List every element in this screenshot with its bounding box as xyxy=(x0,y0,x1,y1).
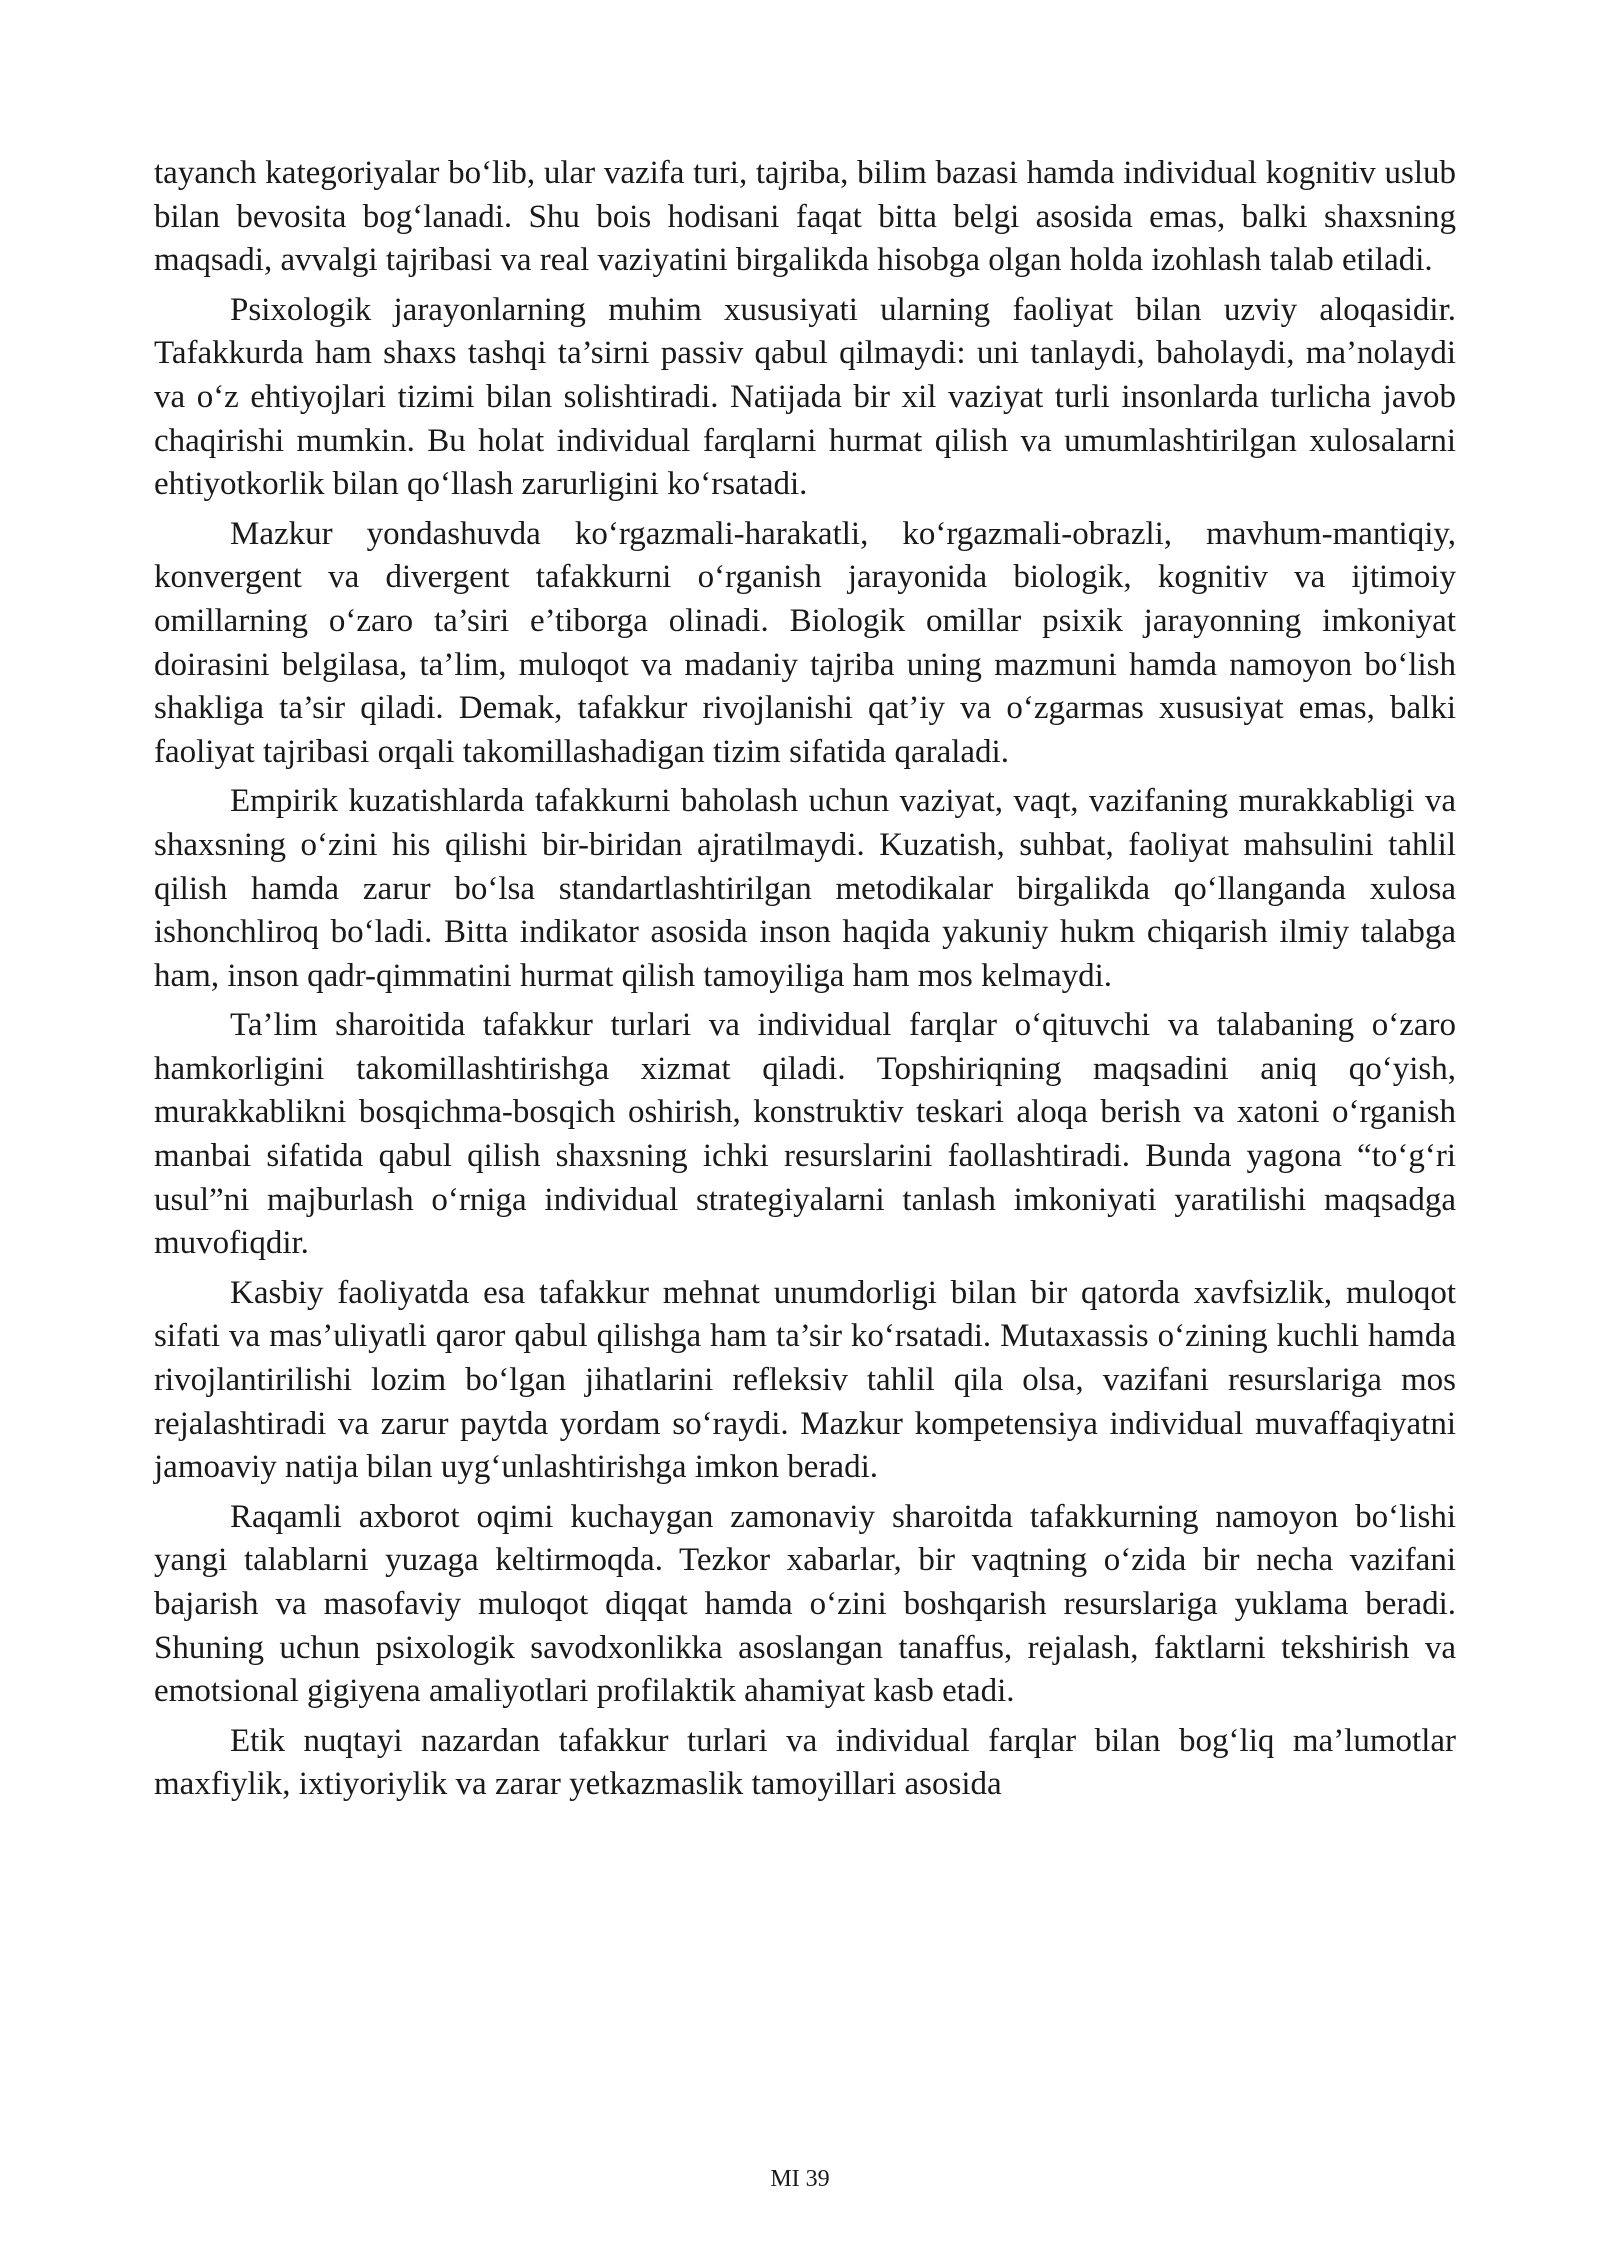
paragraph: Ta’lim sharoitida tafakkur turlari va individual farqlar o‘qituvchi va talabaning o‘zaro hamkorligini takomillashtirishga xizmat qiladi. Topshiriqning maqsadini aniq qo‘yish, murakkablikni bosqichma-bosqich oshirish, konstruktiv teskari aloqa berish va xatoni o‘rganish manbai sifatida qabul qilish shaxsning ichki resurslarini faollashtiradi. Bunda yagona “to‘g‘ri usul”ni majburlash o‘rniga individual strategiyalarni tanlash imkoniyati yaratilishi maqsadga muvofiqdir. xyxy=(154,1007,1456,1262)
paragraph: Empirik kuzatishlarda tafakkurni baholash uchun vaziyat, vaqt, vazifaning murakkabligi va shaxsning o‘zini his qilishi bir-biridan ajratilmaydi. Kuzatish, suhbat, faoliyat mahsulini tahlil qilish hamda zarur bo‘lsa standartlashtirilgan metodikalar birgalikda qo‘llanganda xulosa ishonchliroq bo‘ladi. Bitta indikator asosida inson haqida yakuniy hukm chiqarish ilmiy talabga ham, inson qadr-qimmatini hurmat qilish tamoyiliga ham mos kelmaydi. xyxy=(154,783,1456,994)
paragraph-continuation: tayanch kategoriyalar bo‘lib, ular vazifa turi, tajriba, bilim bazasi hamda individual kognitiv uslub bilan bevosita bog‘lanadi. Shu bois hodisani faqat bitta belgi asosida emas, balki shaxsning maqsadi, avvalgi tajribasi va real vaziyatini birgalikda hisobga olgan holda izohlash talab etiladi. xyxy=(154,155,1456,279)
paragraph: Psixologik jarayonlarning muhim xususiyati ularning faoliyat bilan uzviy aloqasidir. Tafakkurda ham shaxs tashqi ta’sirni passiv qabul qilmaydi: uni tanlaydi, baholaydi, ma’nolaydi va o‘z ehtiyojlari tizimi bilan solishtiradi. Natijada bir xil vaziyat turli insonlarda turlicha javob chaqirishi mumkin. Bu holat individual farqlarni hurmat qilish va umumlashtirilgan xulosalarni ehtiyotkorlik bilan qo‘llash zarurligini ko‘rsatadi. xyxy=(154,291,1456,503)
document-body xyxy=(154,152,1456,1813)
paragraph: Kasbiy faoliyatda esa tafakkur mehnat unumdorligi bilan bir qatorda xavfsizlik, muloqot sifati va mas’uliyatli qaror qabul qilishga ham ta’sir ko‘rsatadi. Mutaxassis o‘zining kuchli hamda rivojlantirilishi lozim bo‘lgan jihatlarini refleksiv tahlil qila olsa, vazifani resurslariga mos rejalashtiradi va zarur paytda yordam so‘raydi. Mazkur kompetensiya individual muvaffaqiyatni jamoaviy natija bilan uyg‘unlashtirishga imkon beradi. xyxy=(154,1274,1456,1486)
paragraph-last: Etik nuqtayi nazardan tafakkur turlari va individual farqlar bilan bog‘liq ma’lumotlar maxfiylik, ixtiyoriylik va zarar yetkazmaslik tamoyillari asosida xyxy=(154,1722,1456,1803)
paragraph: Raqamli axborot oqimi kuchaygan zamonaviy sharoitda tafakkurning namoyon bo‘lishi yangi talablarni yuzaga keltirmoqda. Tezkor xabarlar, bir vaqtning o‘zida bir necha vazifani bajarish va masofaviy muloqot diqqat hamda o‘zini boshqarish resurslariga yuklama beradi. Shuning uchun psixologik savodxonlikka asoslangan tanaffus, rejalash, faktlarni tekshirish va emotsional gigiyena amaliyotlari profilaktik ahamiyat kasb etadi. xyxy=(154,1498,1456,1710)
page-number: MI 39 xyxy=(770,2166,830,2192)
paragraph: Mazkur yondashuvda ko‘rgazmali-harakatli, ko‘rgazmali-obrazli, mavhum-mantiqiy, konvergent va divergent tafakkurni o‘rganish jarayonida biologik, kognitiv va ijtimoiy omillarning o‘zaro ta’siri e’tiborga olinadi. Biologik omillar psixik jarayonning imkoniyat doirasini belgilasa, ta’lim, muloqot va madaniy tajriba uning mazmuni hamda namoyon bo‘lish shakliga ta’sir qiladi. Demak, tafakkur rivojlanishi qat’iy va o‘zgarmas xususiyat emas, balki faoliyat tajribasi orqali takomillashadigan tizim sifatida qaraladi. xyxy=(154,515,1456,770)
